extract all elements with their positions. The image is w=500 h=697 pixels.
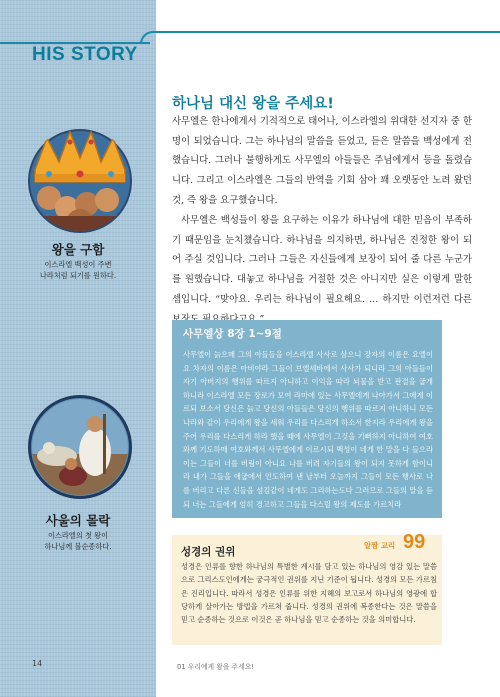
sidebar-item2-sub1: 이스라엘의 첫 왕이 — [47, 531, 109, 540]
catechism-text: 성경은 인류를 향한 하나님의 특별한 계시를 담고 있는 하나님의 영감 있는 말씀으로 그리스도인에게는 궁극적인 권위를 지닌 기준이 됩니다. 성경의 모든 가르침은 진리입니다. 따라서 성경은 인류를 위한 지혜의 보고로서 하나님의 영광에 합당하게 살아가는 방법을 가르쳐 줍니다. 성경의 권위에 복종한다는 것은 말씀을 믿고 순종하는 것으로 이것은 곧 하나님을 믿고 순종하는 것을 의미합니다. — [181, 562, 437, 625]
catechism-label: 알짬 교리 — [364, 541, 396, 550]
article-title: 하나님 대신 왕을 주세요! — [172, 96, 334, 112]
crown-crowd-illustration — [27, 128, 133, 234]
sidebar-item1-sub1: 이스라엘 백성이 주변 — [44, 260, 112, 269]
page-number: 14 — [32, 659, 43, 668]
section-brand: HIS STORY — [32, 44, 138, 65]
sidebar-item1-sub2: 나라처럼 되기를 원하다. — [39, 271, 117, 280]
scripture-text: 사무엘이 늙으매 그의 아들들을 이스라엘 사사로 삼으니 장자의 이름은 요엘이요 차자의 이름은 아비야라 그들이 브엘세바에서 사사가 되니라 그의 아들들이 자기 아버지의 행위를 따르지 아니하고 이익을 따라 뇌물을 받고 판결을 굽게 하니라 이스라엘 모든 장로가 모여 라마에 있는 사무엘에게 나아가서 그에게 이르되 보소서 당신은 늙고 당신의 아들들은 당신의 행위를 따르지 아니하니 모든 나라와 같이 우리에게 왕을 세워 우리를 다스리게 하소서 한지라 우리에게 왕을 주어 우리를 다스리게 하라 했을 때에 사무엘이 그것을 기뻐하지 아니하여 여호와께 기도하매 여호와께서 사무엘에게 이르시되 백성이 네게 한 말을 다 들으라 이는 그들이 너를 버림이 아니요 나를 버려 자기들의 왕이 되지 못하게 함이니라 내가 그들을 애굽에서 인도하여 낸 날부터 오늘까지 그들이 모든 행사로 나를 버리고 다른 신들을 섬김같이 네게도 그리하는도다 그러므로 그들의 말을 듣되 너는 그들에게 엄히 경고하고 그들을 다스릴 왕의 제도를 가르치라 — [183, 350, 433, 509]
sidebar-item2-title: 사울의 몰락 — [45, 513, 111, 528]
sidebar-item2-sub2: 하나님께 불순종하다. — [44, 542, 112, 551]
catechism-title: 성경의 권위 — [181, 546, 236, 558]
article-paragraph-2: 사무엘은 백성들이 왕을 요구하는 이유가 하나님에 대한 믿음이 부족하기 때문임을 눈치챘습니다. 하나님을 의지하면, 하나님은 진정한 왕이 되어 주실 것입니다. 그러나 그들은 자신들에게 보장이 되어 줄 다른 누군가를 원했습니다. 대놓고 하나님을 거절한 것은 아니지만 실은 이렇게 말한 셈입니다. “맞아요. 우리는 하나님이 필요해요. … 하지만 이런저런 다른 — [172, 215, 472, 305]
running-footer: 01 우리에게 왕을 주세요! — [177, 663, 254, 671]
article-paragraph-1: 사무엘은 한나에게서 기적적으로 태어나, 이스라엘의 위대한 선지자 중 한 명이 되었습니다. 그는 하나님의 말씀을 듣었고, 듣은 말씀을 백성에게 전했습니다. 그러나 불행하게도 사무엘의 아들들은 주님에게서 등을 돌렸습니다. 그리고 이스라엘은 그들의 반역을 기회 삼아 꽤 오랫동안 노려 왔던 것, 즉 왕을 요구했습니다. — [172, 116, 472, 206]
sidebar-panel — [0, 0, 156, 697]
saul-downfall-illustration — [27, 394, 133, 500]
sidebar-item1-title: 왕을 구함 — [51, 242, 105, 257]
scripture-reference: 사무엘상 8장 1~9절 — [183, 328, 282, 340]
header-rule-curve — [140, 31, 500, 44]
catechism-number: 99 — [403, 531, 426, 553]
